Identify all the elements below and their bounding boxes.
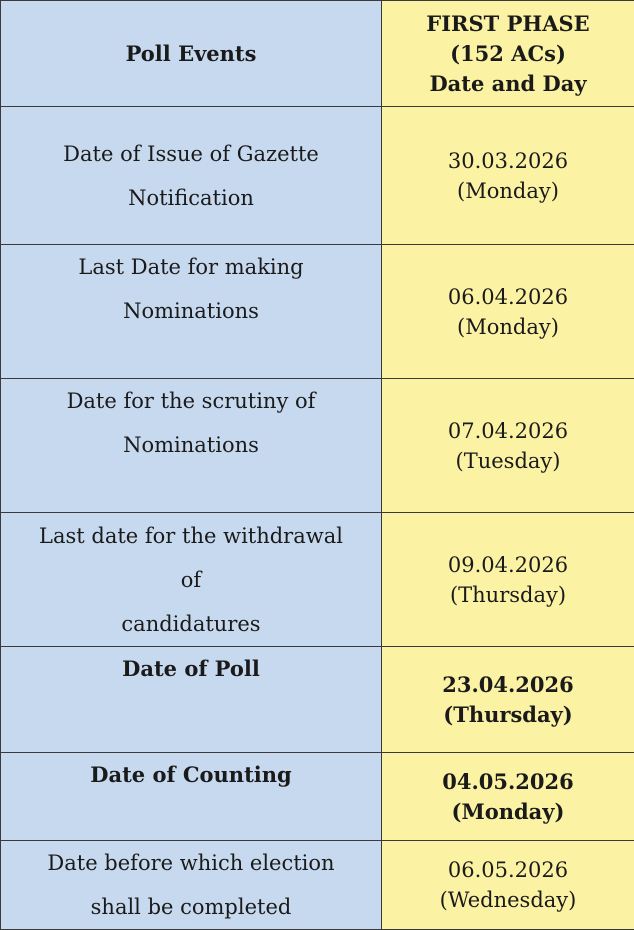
event-cell [1,379,382,513]
date-value: 07.04.2026 [388,416,628,446]
table-row [1,647,634,753]
event-text: of [7,558,375,602]
header-row [1,1,634,107]
day-value: (Monday) [388,797,628,827]
date-cell [382,513,634,647]
date-value: 23.04.2026 [388,670,628,700]
event-text: Last Date for making [7,245,375,289]
date-cell [382,379,634,513]
event-text: Nominations [7,423,375,467]
header-date-day-line: Date and Day [388,69,628,99]
table-row [1,513,634,647]
event-text: Date before which election [7,841,375,885]
date-value: 30.03.2026 [388,146,628,176]
date-value: 06.05.2026 [388,855,628,885]
event-cell [1,647,382,753]
event-text: Last date for the withdrawal [7,514,375,558]
event-cell [1,753,382,841]
event-cell [1,513,382,647]
date-cell [382,841,634,930]
event-text: Date of Counting [7,753,375,797]
date-value: 06.04.2026 [388,282,628,312]
day-value: (Thursday) [388,700,628,730]
event-text: Date of Issue of Gazette [7,132,375,176]
header-phase-line: FIRST PHASE [388,9,628,39]
date-value: 09.04.2026 [388,550,628,580]
header-first-phase [382,1,634,107]
header-poll-events: Poll Events [1,1,382,107]
day-value: (Monday) [388,176,628,206]
date-value: 04.05.2026 [388,767,628,797]
event-text: Nominations [7,289,375,333]
table-row [1,245,634,379]
event-text: Date of Poll [7,647,375,691]
event-text: candidatures [7,602,375,646]
date-cell [382,245,634,379]
day-value: (Monday) [388,312,628,342]
event-text: shall be completed [7,885,375,929]
day-value: (Wednesday) [388,885,628,915]
date-cell [382,107,634,245]
day-value: (Thursday) [388,580,628,610]
table-row [1,753,634,841]
table-row [1,107,634,245]
event-cell [1,107,382,245]
date-cell [382,647,634,753]
event-text: Date for the scrutiny of [7,379,375,423]
header-acs-line: (152 ACs) [388,39,628,69]
date-cell [382,753,634,841]
event-text: Notification [7,176,375,220]
table-row [1,379,634,513]
day-value: (Tuesday) [388,446,628,476]
event-cell [1,245,382,379]
event-cell [1,841,382,930]
table-row [1,841,634,930]
